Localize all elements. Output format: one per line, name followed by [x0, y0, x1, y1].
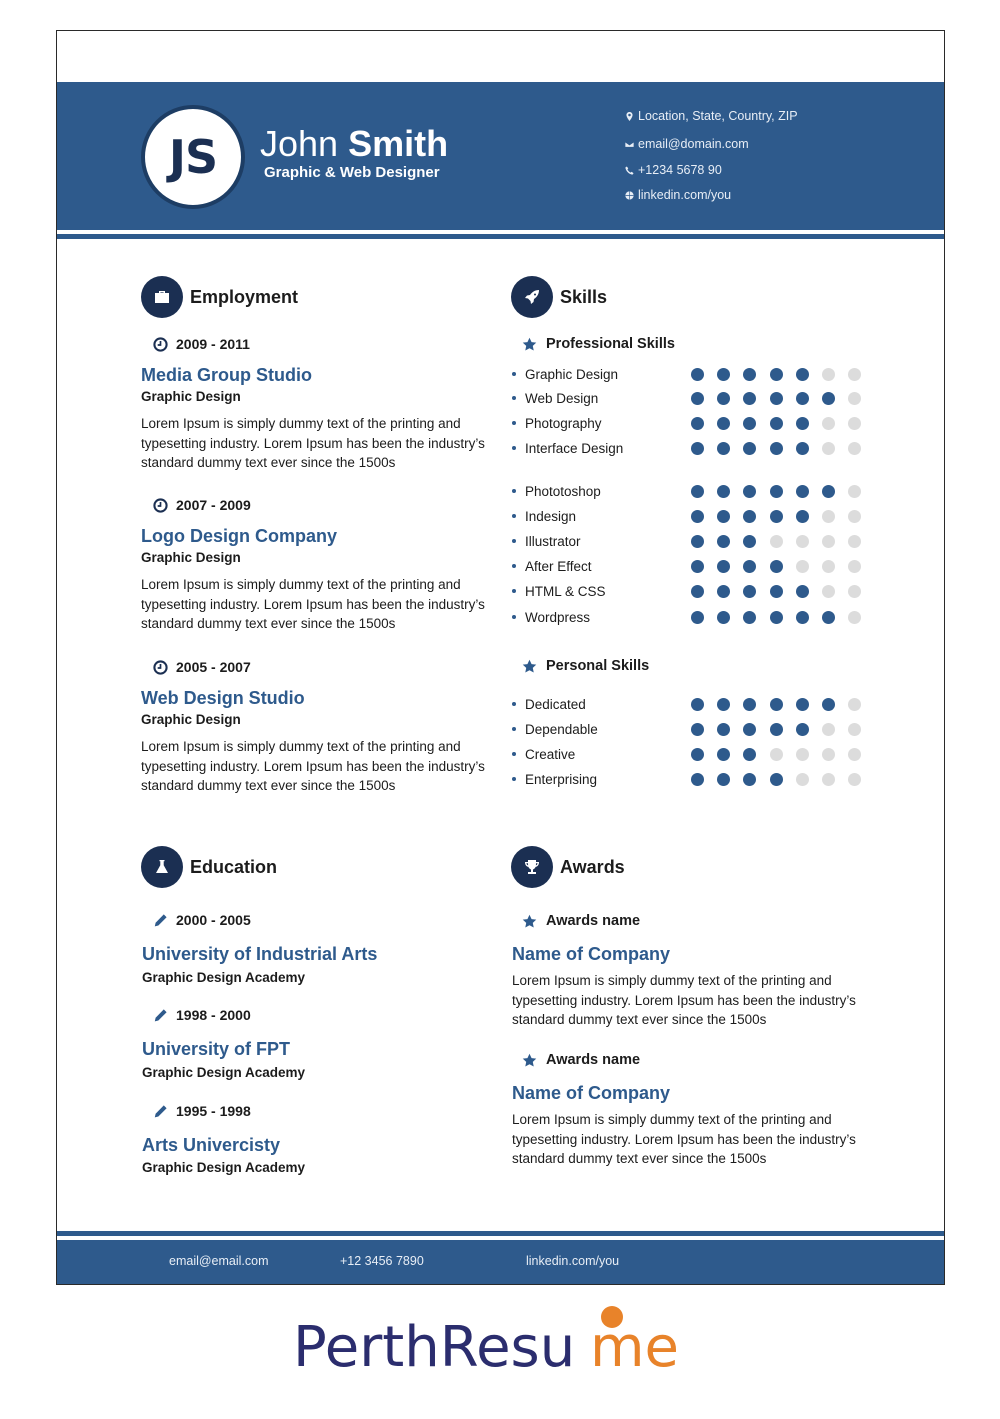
rating-dot	[770, 585, 783, 598]
star-icon	[522, 1053, 537, 1068]
linkedin-text[interactable]: linkedin.com/you	[638, 188, 732, 202]
briefcase-icon	[141, 276, 183, 318]
rating-dot	[796, 773, 809, 786]
rating-dot	[717, 535, 730, 548]
logo-text-primary: PerthResu	[293, 1315, 576, 1380]
date-text: 2000 - 2005	[176, 912, 251, 928]
skill-row	[512, 744, 872, 764]
rating-dot	[743, 748, 756, 761]
education-program: Graphic Design Academy	[142, 1065, 306, 1080]
rating-dot	[691, 748, 704, 761]
skill-rating	[691, 392, 861, 405]
award-description: Lorem Ipsum is simply dummy text of the printing and typesetting industry. Lorem Ipsum has been the industry’s standard dummy text ever since the 1500s	[512, 1112, 856, 1166]
rating-dot	[770, 368, 783, 381]
rating-dot	[743, 510, 756, 523]
skill-row	[512, 413, 872, 433]
rating-dot	[822, 535, 835, 548]
rating-dot	[743, 442, 756, 455]
skill-name: Web Design	[525, 390, 599, 406]
skill-name: Graphic Design	[525, 366, 619, 382]
skill-rating	[691, 560, 861, 573]
trophy-icon	[511, 846, 553, 888]
rating-dot	[770, 723, 783, 736]
bullet-icon	[512, 727, 516, 731]
education-date-1	[153, 912, 251, 928]
rating-dot	[796, 442, 809, 455]
education-school: University of FPT	[142, 1039, 291, 1059]
first-name: John	[260, 123, 339, 164]
pencil-icon	[153, 1008, 168, 1023]
employment-company: Media Group Studio	[141, 365, 312, 385]
education-heading	[141, 846, 277, 888]
rating-dot	[743, 535, 756, 548]
monogram-avatar	[141, 105, 245, 209]
rating-dot	[822, 748, 835, 761]
rating-dot	[717, 392, 730, 405]
bullet-icon	[512, 777, 516, 781]
bullet-icon	[512, 702, 516, 706]
phone-text[interactable]: +1234 5678 90	[638, 163, 722, 177]
employment-description: Lorem Ipsum is simply dummy text of the printing and typesetting industry. Lorem Ipsum has been the industry’s standard dummy text ever since the 1500s	[141, 416, 485, 470]
rating-dot	[691, 442, 704, 455]
bullet-icon	[512, 589, 516, 593]
skills-title: Skills	[560, 286, 608, 307]
awards-title: Awards	[560, 856, 625, 877]
skill-row	[512, 607, 872, 627]
rating-dot	[796, 698, 809, 711]
bullet-icon	[512, 421, 516, 425]
envelope-icon	[625, 140, 634, 149]
rating-dot	[822, 510, 835, 523]
employment-role: Graphic Design	[141, 712, 241, 727]
rating-dot	[770, 392, 783, 405]
rating-dot	[822, 442, 835, 455]
skill-row	[512, 531, 872, 551]
award-name: Awards name	[546, 913, 641, 929]
rating-dot	[770, 417, 783, 430]
rating-dot	[717, 510, 730, 523]
rating-dot	[848, 698, 861, 711]
bullet-icon	[512, 489, 516, 493]
rating-dot	[717, 773, 730, 786]
skill-name: Dedicated	[525, 696, 586, 712]
education-title: Education	[190, 856, 278, 877]
rating-dot	[796, 560, 809, 573]
rating-dot	[822, 392, 835, 405]
employment-company: Web Design Studio	[141, 688, 305, 708]
education-program: Graphic Design Academy	[142, 1160, 306, 1175]
skill-name: HTML & CSS	[525, 583, 606, 599]
job-title: Graphic & Web Designer	[264, 164, 440, 181]
skill-name: Enterprising	[525, 771, 598, 787]
skill-row	[512, 581, 872, 601]
rating-dot	[848, 417, 861, 430]
rating-dot	[691, 510, 704, 523]
rating-dot	[743, 773, 756, 786]
skill-rating	[691, 485, 861, 498]
phone-icon	[625, 166, 634, 175]
flask-icon	[141, 846, 183, 888]
rating-dot	[717, 485, 730, 498]
rating-dot	[717, 417, 730, 430]
rating-dot	[848, 611, 861, 624]
rating-dot	[717, 585, 730, 598]
contact-location	[625, 109, 798, 123]
skill-name: Creative	[525, 746, 576, 762]
rating-dot	[848, 368, 861, 381]
logo-text-accent: me	[590, 1315, 680, 1380]
rating-dot	[770, 773, 783, 786]
skill-name: Dependable	[525, 721, 598, 737]
rating-dot	[848, 535, 861, 548]
skill-row	[512, 481, 872, 501]
rating-dot	[822, 611, 835, 624]
skill-rating	[691, 723, 861, 736]
rating-dot	[743, 698, 756, 711]
employment-heading	[141, 276, 298, 318]
rating-dot	[796, 611, 809, 624]
rating-dot	[848, 392, 861, 405]
rating-dot	[848, 585, 861, 598]
skill-row	[512, 438, 872, 458]
skill-row	[512, 556, 872, 576]
skill-rating	[691, 585, 861, 598]
rating-dot	[770, 611, 783, 624]
skill-name: After Effect	[525, 558, 592, 574]
education-school: Arts Univercisty	[142, 1135, 281, 1155]
perthresume-logo	[293, 1300, 708, 1380]
rating-dot	[770, 442, 783, 455]
date-text: 1995 - 1998	[176, 1103, 251, 1119]
rating-dot	[691, 392, 704, 405]
rating-dot	[770, 698, 783, 711]
bullet-icon	[512, 396, 516, 400]
rating-dot	[796, 535, 809, 548]
employment-role: Graphic Design	[141, 550, 241, 565]
rating-dot	[822, 698, 835, 711]
rating-dot	[770, 748, 783, 761]
award-company: Name of Company	[512, 1083, 671, 1103]
star-icon	[522, 914, 537, 929]
award-company: Name of Company	[512, 944, 671, 964]
skill-name: Illustrator	[525, 533, 581, 549]
rating-dot	[717, 442, 730, 455]
employment-date-1	[153, 336, 250, 352]
skill-name: Photography	[525, 415, 602, 431]
rating-dot	[770, 485, 783, 498]
rating-dot	[796, 723, 809, 736]
skill-rating	[691, 368, 861, 381]
map-pin-icon	[625, 112, 634, 121]
award-name-row	[522, 1052, 640, 1068]
skill-rating	[691, 535, 861, 548]
clock-icon	[153, 498, 168, 513]
professional-skills-title: Professional Skills	[546, 336, 675, 352]
rating-dot	[743, 485, 756, 498]
rating-dot	[743, 611, 756, 624]
footer-linkedin[interactable]: linkedin.com/you	[526, 1254, 620, 1268]
footer-email[interactable]: email@email.com	[169, 1254, 269, 1268]
rating-dot	[848, 560, 861, 573]
skill-name: Indesign	[525, 508, 577, 524]
rating-dot	[691, 723, 704, 736]
rating-dot	[770, 535, 783, 548]
contact-linkedin[interactable]	[625, 188, 731, 202]
bullet-icon	[512, 372, 516, 376]
rating-dot	[848, 510, 861, 523]
star-icon	[522, 337, 537, 352]
rating-dot	[796, 368, 809, 381]
date-text: 2005 - 2007	[176, 659, 251, 675]
rating-dot	[717, 611, 730, 624]
rating-dot	[717, 368, 730, 381]
employment-description: Lorem Ipsum is simply dummy text of the printing and typesetting industry. Lorem Ipsum has been the industry’s standard dummy text ever since the 1500s	[141, 577, 485, 631]
rating-dot	[848, 442, 861, 455]
skill-rating	[691, 611, 861, 624]
personal-skills-heading	[522, 658, 649, 674]
employment-title: Employment	[190, 286, 299, 307]
awards-heading	[511, 846, 625, 888]
rating-dot	[822, 723, 835, 736]
skill-name: Wordpress	[525, 609, 591, 625]
education-date-2	[153, 1007, 251, 1023]
date-text: 2007 - 2009	[176, 497, 251, 513]
rating-dot	[796, 417, 809, 430]
skill-rating	[691, 748, 861, 761]
globe-icon	[625, 191, 634, 200]
header-band	[57, 82, 944, 230]
rating-dot	[717, 748, 730, 761]
rating-dot	[743, 368, 756, 381]
date-text: 1998 - 2000	[176, 1007, 251, 1023]
rating-dot	[743, 417, 756, 430]
rating-dot	[796, 585, 809, 598]
rating-dot	[822, 485, 835, 498]
rating-dot	[743, 392, 756, 405]
star-icon	[522, 659, 537, 674]
skill-rating	[691, 773, 861, 786]
full-name	[260, 124, 448, 164]
rating-dot	[848, 748, 861, 761]
resume-sheet	[56, 30, 945, 1285]
skill-rating	[691, 417, 861, 430]
bullet-icon	[512, 514, 516, 518]
skill-name: Interface Design	[525, 440, 624, 456]
bullet-icon	[512, 564, 516, 568]
skills-heading	[511, 276, 607, 318]
skill-row	[512, 364, 872, 384]
rating-dot	[822, 560, 835, 573]
skill-name: Phototoshop	[525, 483, 601, 499]
skill-row	[512, 694, 872, 714]
date-text: 2009 - 2011	[176, 336, 250, 352]
rating-dot	[717, 698, 730, 711]
employment-description: Lorem Ipsum is simply dummy text of the printing and typesetting industry. Lorem Ipsum has been the industry’s standard dummy text ever since the 1500s	[141, 739, 485, 793]
location-text: Location, State, Country, ZIP	[638, 109, 798, 123]
pencil-icon	[153, 913, 168, 928]
professional-skills-heading	[522, 336, 675, 352]
skill-row	[512, 506, 872, 526]
rating-dot	[691, 560, 704, 573]
rating-dot	[717, 560, 730, 573]
header-divider	[57, 234, 944, 239]
award-name-row	[522, 913, 640, 929]
rating-dot	[691, 585, 704, 598]
award-description: Lorem Ipsum is simply dummy text of the printing and typesetting industry. Lorem Ipsum has been the industry’s standard dummy text ever since the 1500s	[512, 973, 856, 1027]
rating-dot	[822, 368, 835, 381]
skill-rating	[691, 442, 861, 455]
skill-row	[512, 388, 872, 408]
rating-dot	[717, 723, 730, 736]
employment-company: Logo Design Company	[141, 526, 338, 546]
rating-dot	[796, 510, 809, 523]
rating-dot	[848, 773, 861, 786]
skill-row	[512, 769, 872, 789]
monogram-initials: JS	[168, 130, 218, 184]
bullet-icon	[512, 615, 516, 619]
rating-dot	[822, 585, 835, 598]
skill-row	[512, 719, 872, 739]
pencil-icon	[153, 1104, 168, 1119]
last-name: Smith	[348, 123, 449, 164]
email-text[interactable]: email@domain.com	[638, 137, 749, 151]
rating-dot	[691, 485, 704, 498]
contact-email[interactable]	[625, 137, 749, 151]
footer-divider	[57, 1231, 944, 1236]
rating-dot	[691, 611, 704, 624]
skill-rating	[691, 510, 861, 523]
rocket-icon	[511, 276, 553, 318]
rating-dot	[743, 723, 756, 736]
rating-dot	[691, 368, 704, 381]
rating-dot	[691, 698, 704, 711]
rating-dot	[848, 485, 861, 498]
employment-role: Graphic Design	[141, 389, 241, 404]
rating-dot	[848, 723, 861, 736]
clock-icon	[153, 337, 168, 352]
rating-dot	[796, 485, 809, 498]
rating-dot	[796, 748, 809, 761]
education-date-3	[153, 1103, 251, 1119]
rating-dot	[743, 560, 756, 573]
skill-rating	[691, 698, 861, 711]
rating-dot	[822, 417, 835, 430]
personal-skills-title: Personal Skills	[546, 658, 650, 674]
footer-phone[interactable]: +12 3456 7890	[340, 1254, 424, 1268]
award-name: Awards name	[546, 1052, 641, 1068]
employment-date-2	[153, 497, 251, 513]
education-school: University of Industrial Arts	[142, 944, 378, 964]
rating-dot	[796, 392, 809, 405]
bullet-icon	[512, 446, 516, 450]
rating-dot	[691, 417, 704, 430]
education-program: Graphic Design Academy	[142, 970, 306, 985]
clock-icon	[153, 660, 168, 675]
rating-dot	[691, 773, 704, 786]
rating-dot	[770, 510, 783, 523]
rating-dot	[770, 560, 783, 573]
bullet-icon	[512, 539, 516, 543]
rating-dot	[691, 535, 704, 548]
rating-dot	[743, 585, 756, 598]
bullet-icon	[512, 752, 516, 756]
contact-phone[interactable]	[625, 163, 722, 177]
rating-dot	[822, 773, 835, 786]
employment-date-3	[153, 659, 251, 675]
footer-band	[57, 1240, 944, 1284]
